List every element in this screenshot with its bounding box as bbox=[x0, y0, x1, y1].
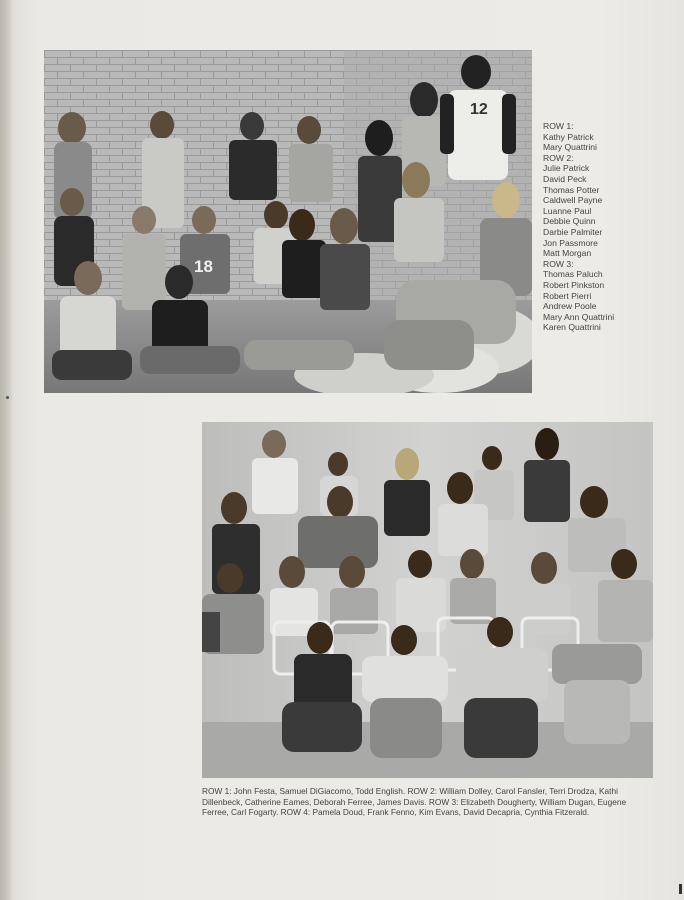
photo-1-caption bbox=[543, 121, 673, 333]
caption-line: Matt Morgan bbox=[543, 248, 592, 259]
binding-shadow bbox=[0, 0, 14, 900]
caption-line: Debbie Quinn bbox=[543, 216, 596, 227]
class-photo-1 bbox=[44, 50, 532, 393]
caption-line: ROW 1: bbox=[543, 121, 574, 131]
caption-line: Jon Passmore bbox=[543, 237, 598, 248]
class-photo-2 bbox=[202, 422, 653, 778]
caption-line: Robert Pinkston bbox=[543, 279, 605, 290]
jersey-number-18: 18 bbox=[194, 257, 213, 276]
caption-line: Darbie Palmiter bbox=[543, 226, 603, 237]
page-speck bbox=[6, 396, 9, 399]
caption-line: Robert Pierri bbox=[543, 290, 592, 301]
caption-line: Caldwell Payne bbox=[543, 195, 603, 206]
caption-line: David Peck bbox=[543, 173, 587, 184]
caption-line: Andrew Poole bbox=[543, 301, 597, 312]
class-photo-1-image bbox=[44, 50, 532, 393]
caption-line: Mary Quattrini bbox=[543, 142, 597, 153]
caption-line: Mary Ann Quattrini bbox=[543, 311, 615, 322]
jersey-number-12: 12 bbox=[470, 101, 488, 118]
caption-line: Karen Quattrini bbox=[543, 322, 601, 333]
caption-line: Kathy Patrick bbox=[543, 131, 594, 142]
page-edge-mark bbox=[679, 884, 682, 894]
caption-line: Thomas Paluch bbox=[543, 269, 603, 280]
class-photo-2-image bbox=[202, 422, 653, 778]
photo-2-caption: ROW 1: John Festa, Samuel DiGiacomo, Todd English. ROW 2: William Dolley, Carol Fansler, Terri Drodza, Kathi Dillenbeck, Catherine Eames, Deborah Ferree, James Davis. ROW 3: Elizabeth Dougherty, William Dugan, Eugene Ferree, Carl Fogarty. ROW 4: Pamela Doud, Frank Fenno, Kim Evans, David Decapria, Cynthia Fitzerald. bbox=[202, 786, 627, 818]
caption-line: Luanne Paul bbox=[543, 205, 592, 216]
caption-line: Julie Patrick bbox=[543, 163, 590, 174]
caption-line: ROW 3: bbox=[543, 258, 574, 269]
caption-line: ROW 2: bbox=[543, 152, 574, 163]
caption-line: Thomas Potter bbox=[543, 184, 600, 195]
